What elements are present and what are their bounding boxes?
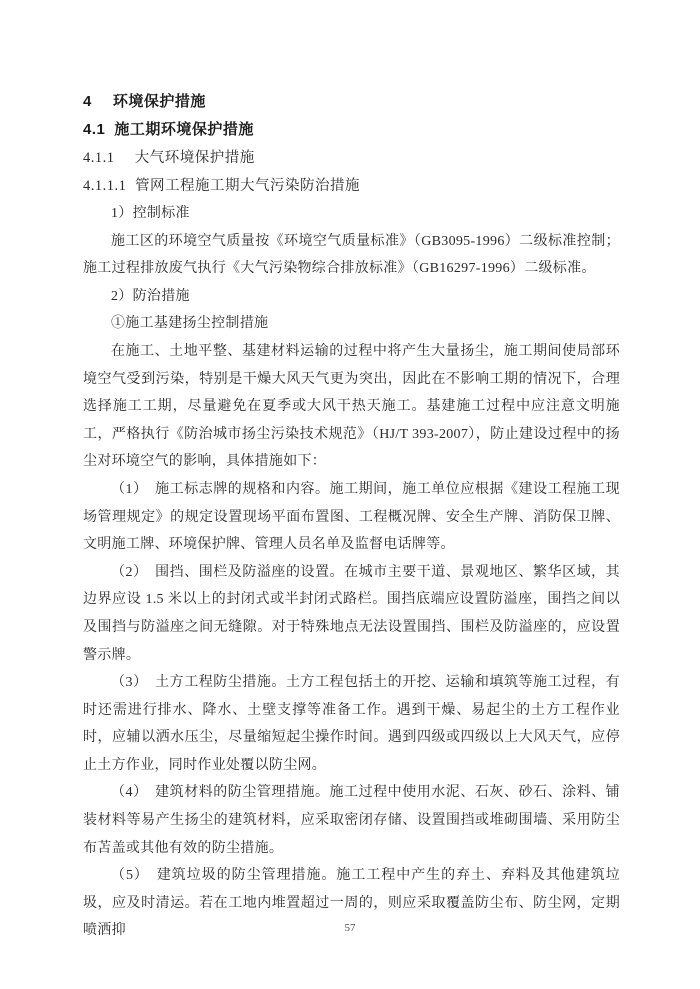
sub-item-control-standard: 1）控制标准: [111, 206, 190, 221]
heading-level2-title: 施工期环境保护措施: [114, 121, 254, 138]
heading-level2: [83, 116, 620, 144]
paragraph-measure-4-materials: （4） 建筑材料的防尘管理措施。施工过程中使用水泥、石灰、砂石、涂料、铺装材料等易产生扬尘的建筑材料，应采取密闭存储、设置围挡或堆砌围墙、采用防尘布苫盖或其他有效的防尘措施。: [83, 785, 620, 856]
heading-level4: [83, 172, 620, 200]
heading-level3-title: 大气环境保护措施: [134, 150, 255, 166]
paragraph-control-standard: 施工区的环境空气质量按《环境空气质量标准》（GB3095-1996）二级标准控制；施工过程排放废气执行《大气污染物综合排放标准》（GB16297-1996）二级标准。: [83, 233, 620, 277]
paragraph-measure-5-waste: （5） 建筑垃圾的防尘管理措施。施工工程中产生的弃土、弃料及其他建筑垃圾，应及时清运。若在工地内堆置超过一周的，则应采取覆盖防尘布、防尘网，定期喷洒抑: [83, 868, 620, 939]
heading-level1-title: 环境保护措施: [112, 93, 206, 110]
paragraph-measure-3-earthworks: （3） 土方工程防尘措施。土方工程包括土的开挖、运输和填筑等施工过程，有时还需进行排水、降水、土壁支撑等准备工作。遇到干燥、易起尘的土方工程作业时，应辅以洒水压尘，尽量缩短起尘操作时间。遇到四级或四级以上大风天气，应停止土方作业，同时作业处覆以防尘网。: [83, 675, 620, 773]
heading-level4-title: 管网工程施工期大气污染防治措施: [135, 178, 361, 194]
heading-level3: [83, 144, 620, 172]
paragraph-measure-1-signboards: （1） 施工标志牌的规格和内容。施工期间，施工单位应根据《建设工程施工现场管理规定》的规定设置现场平面布置图、工程概况牌、安全生产牌、消防保卫牌、文明施工牌、环境保护牌、管理人员名单及监督电话牌等。: [83, 481, 620, 553]
heading-level4-number: 4.1.1.1: [83, 178, 127, 194]
heading-level3-number: 4.1.1: [83, 150, 115, 166]
paragraph-measure-2-enclosures: （2） 围挡、围栏及防溢座的设置。在城市主要干道、景观地区、繁华区域，其边界应设 1.5 米以上的封闭式或半封闭式路栏。围挡底端应设置防溢座，围挡之间以及围挡与防溢座之间无缝隙。对于特殊地点无法设置围挡、围栏及防溢座的，应设置警示牌。: [83, 564, 620, 663]
heading-level2-number: 4.1: [83, 121, 106, 138]
sub-item-prevention-measures: 2）防治措施: [111, 288, 190, 304]
heading-level1: [83, 88, 620, 116]
paragraph-dust-overview: 在施工、土地平整、基建材料运输的过程中将产生大量扬尘，施工期间使局部环境空气受到污染，特别是干燥大风天气更为突出，因此在不影响工期的情况下，合理选择施工工期，尽量避免在夏季或大风干热天施工。基建施工过程中应注意文明施工，严格执行《防治城市扬尘污染技术规范》（HJ/T 393-2007），防止建设过程中的扬尘对环境空气的影响，具体措施如下：: [83, 343, 620, 470]
sub-item-dust-control: ①施工基建扬尘控制措施: [111, 316, 269, 332]
heading-level1-number: 4: [83, 93, 92, 110]
page-number: 57: [344, 922, 356, 934]
